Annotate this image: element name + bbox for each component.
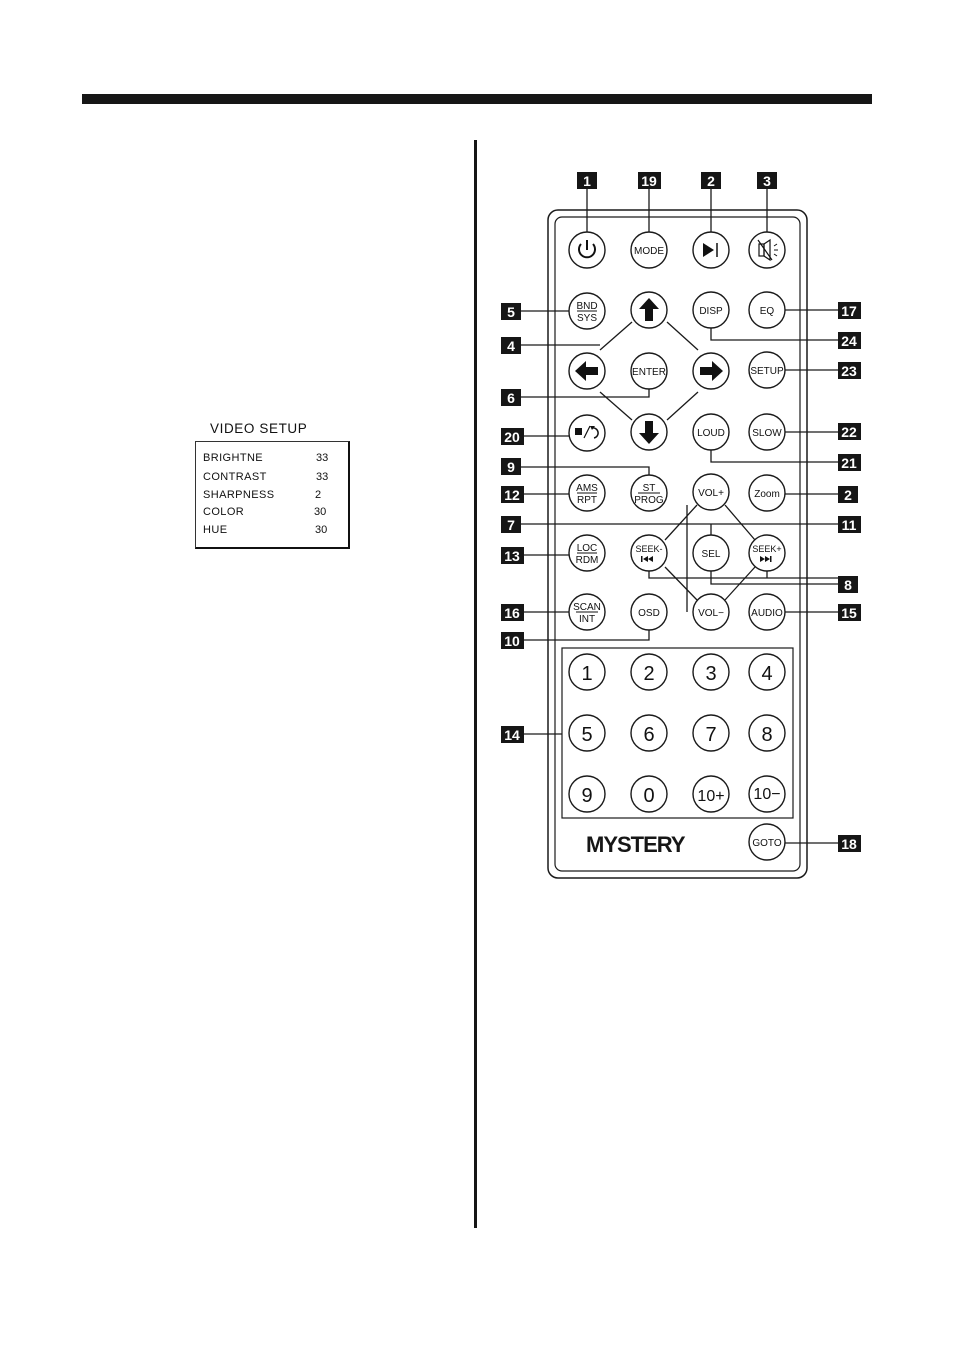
callout-5 <box>501 303 521 320</box>
bnd-sys-button[interactable] <box>569 293 605 329</box>
osd-label: OSD <box>638 608 660 619</box>
enter-button[interactable] <box>631 353 667 389</box>
callout-label-8: 8 <box>844 577 852 593</box>
callout-label-14: 14 <box>504 727 520 743</box>
callout-label-2-top: 2 <box>707 173 715 189</box>
callout-17 <box>838 302 861 319</box>
st-label: ST <box>642 483 656 494</box>
callout-label-17: 17 <box>841 303 857 319</box>
callout-12 <box>501 486 524 503</box>
numpad-key-9[interactable] <box>569 776 605 812</box>
callout-label-15: 15 <box>841 605 857 621</box>
callout-label-22: 22 <box>841 424 857 440</box>
callout-label-3: 3 <box>763 173 771 189</box>
audio-button[interactable] <box>749 594 785 630</box>
numpad-label-1: 1 <box>581 663 593 685</box>
prog-label: PROG <box>634 495 664 506</box>
numpad-label-3: 3 <box>705 663 717 685</box>
numpad-key-10-plus[interactable] <box>693 776 729 812</box>
callout-18 <box>838 835 861 852</box>
rdm-label: RDM <box>575 555 599 566</box>
callout-21 <box>838 454 861 471</box>
callout-11 <box>838 516 861 533</box>
callout-15 <box>838 604 861 621</box>
numpad-key-8[interactable] <box>749 715 785 751</box>
seek-plus-button[interactable] <box>749 535 785 571</box>
loc-rdm-button[interactable] <box>569 535 605 571</box>
slow-label: SLOW <box>752 428 782 439</box>
callout-8 <box>838 576 858 593</box>
numpad-label-8: 8 <box>761 724 773 746</box>
callout-label-1: 1 <box>583 173 591 189</box>
callout-label-11: 11 <box>841 517 857 533</box>
callout-10 <box>501 632 524 649</box>
numpad-label-7: 7 <box>705 724 717 746</box>
up-button[interactable] <box>631 292 667 328</box>
numpad-label-4: 4 <box>761 663 773 685</box>
seek-plus-label: SEEK+ <box>752 544 782 554</box>
numpad-label-9: 9 <box>581 785 593 807</box>
numpad-key-10-minus[interactable] <box>749 776 785 812</box>
mode-label: MODE <box>634 246 664 257</box>
numpad-label-6: 6 <box>643 724 655 746</box>
numpad-label-10-minus: 10− <box>753 786 781 803</box>
scan-label: SCAN <box>573 602 601 613</box>
callout-label-18: 18 <box>841 836 857 852</box>
numpad-key-0[interactable] <box>631 776 667 812</box>
down-button[interactable] <box>631 414 667 450</box>
callout-16 <box>501 604 524 621</box>
goto-button[interactable] <box>749 824 785 860</box>
setting-label-sharpness: SHARPNESS <box>203 489 275 501</box>
callout-label-9: 9 <box>507 459 515 475</box>
video-setup-title: VIDEO SETUP <box>210 421 308 436</box>
eq-button[interactable] <box>749 292 785 328</box>
numpad-label-5: 5 <box>581 724 593 746</box>
callout-label-24: 24 <box>841 333 857 349</box>
bnd-label: BND <box>576 301 598 312</box>
callout-3 <box>757 172 777 189</box>
sel-label: SEL <box>701 549 721 560</box>
numpad-label-0: 0 <box>643 785 655 807</box>
setup-button[interactable] <box>749 352 785 388</box>
callout-label-19: 19 <box>641 173 657 189</box>
rpt-label: RPT <box>577 495 597 506</box>
zoom-button[interactable] <box>749 475 785 511</box>
vol-down-label: VOL− <box>698 608 724 619</box>
disp-label: DISP <box>699 306 723 317</box>
numpad-key-4[interactable] <box>749 654 785 690</box>
seek-minus-button[interactable] <box>631 535 667 571</box>
callout-4 <box>501 337 521 354</box>
eq-label: EQ <box>759 306 775 317</box>
setting-value-contrast: 33 <box>316 471 329 483</box>
callout-1 <box>577 172 597 189</box>
callout-label-21: 21 <box>841 455 857 471</box>
ams-rpt-button[interactable] <box>569 475 605 511</box>
sel-button[interactable] <box>693 535 729 571</box>
numpad-key-5[interactable] <box>569 715 605 751</box>
callout-label-10: 10 <box>504 633 520 649</box>
scan-int-button[interactable] <box>569 594 605 630</box>
callout-2-top <box>701 172 721 189</box>
right-button[interactable] <box>693 353 729 389</box>
numpad-key-2[interactable] <box>631 654 667 690</box>
callout-label-23: 23 <box>841 363 857 379</box>
callout-14 <box>501 726 524 743</box>
enter-label: ENTER <box>632 367 666 378</box>
numpad-key-6[interactable] <box>631 715 667 751</box>
st-prog-button[interactable] <box>631 475 667 511</box>
numpad-label-10-plus: 10+ <box>697 788 725 805</box>
ams-label: AMS <box>576 483 598 494</box>
setting-value-hue: 30 <box>315 524 328 536</box>
callout-label-20: 20 <box>504 429 520 445</box>
setting-label-brightness: BRIGHTNE <box>203 452 264 464</box>
stop-return-button[interactable] <box>569 415 605 451</box>
audio-label: AUDIO <box>751 608 783 619</box>
vol-up-button[interactable] <box>693 474 729 510</box>
callout-7 <box>501 516 521 533</box>
callout-23 <box>838 362 861 379</box>
setting-value-sharpness: 2 <box>315 489 322 501</box>
sys-label: SYS <box>576 313 598 324</box>
loc-label: LOC <box>576 543 598 554</box>
int-label: INT <box>578 614 596 625</box>
goto-label: GOTO <box>752 838 782 849</box>
power-button[interactable] <box>569 232 605 268</box>
left-button[interactable] <box>569 353 605 389</box>
vol-down-button[interactable] <box>693 594 729 630</box>
brand-logo: MYSTERY <box>586 832 685 857</box>
callout-label-13: 13 <box>504 548 520 564</box>
callout-9 <box>501 458 521 475</box>
mode-button[interactable] <box>631 232 667 268</box>
callout-24 <box>838 332 861 349</box>
numpad-key-1[interactable] <box>569 654 605 690</box>
callout-22 <box>838 423 861 440</box>
callout-2-zoom <box>838 486 858 503</box>
loud-label: LOUD <box>697 428 725 439</box>
setting-value-brightness: 33 <box>316 452 329 464</box>
numpad-key-3[interactable] <box>693 654 729 690</box>
callout-label-2-zoom: 2 <box>844 487 852 503</box>
setting-label-color: COLOR <box>203 506 245 518</box>
setting-label-contrast: CONTRAST <box>203 471 267 483</box>
setting-value-color: 30 <box>314 506 327 518</box>
callout-label-7: 7 <box>507 517 515 533</box>
numpad-label-2: 2 <box>643 663 655 685</box>
callout-label-5: 5 <box>507 304 515 320</box>
mute-button[interactable] <box>749 232 785 268</box>
leader-lines <box>521 188 840 843</box>
numpad-key-7[interactable] <box>693 715 729 751</box>
setup-label: SETUP <box>750 366 784 377</box>
callout-label-16: 16 <box>504 605 520 621</box>
callout-19 <box>638 172 661 189</box>
callout-label-4: 4 <box>507 338 515 354</box>
play-pause-button[interactable] <box>693 232 729 268</box>
callout-13 <box>501 547 524 564</box>
disp-button[interactable] <box>693 292 729 328</box>
callout-6 <box>501 389 521 406</box>
setting-label-hue: HUE <box>203 524 228 536</box>
seek-minus-label: SEEK- <box>635 544 663 554</box>
callout-20 <box>501 428 524 445</box>
callout-label-12: 12 <box>504 487 520 503</box>
vol-up-label: VOL+ <box>698 488 724 499</box>
callout-label-6: 6 <box>507 390 515 406</box>
zoom-label: Zoom <box>754 489 780 500</box>
loud-button[interactable] <box>693 414 729 450</box>
osd-button[interactable] <box>631 594 667 630</box>
slow-button[interactable] <box>749 414 785 450</box>
